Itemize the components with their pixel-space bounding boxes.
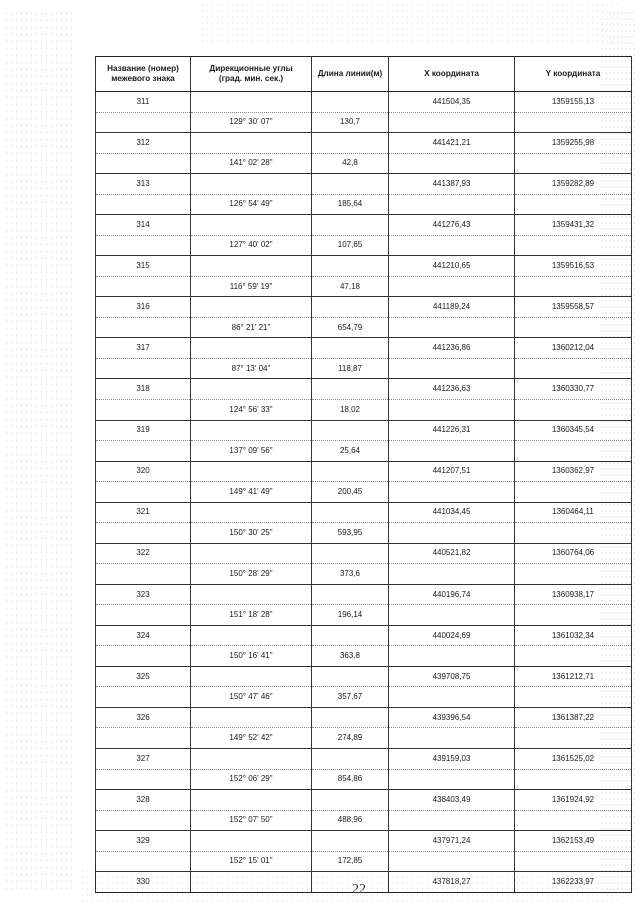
- bearing-angle-cell: 137° 09' 56": [191, 441, 312, 462]
- empty-cell: [191, 625, 312, 646]
- empty-cell: [191, 174, 312, 195]
- boundary-coordinates-table: [95, 56, 632, 893]
- line-length-cell: 363,8: [312, 646, 389, 667]
- empty-cell: [515, 358, 632, 379]
- bearing-angle-cell: 150° 47' 46": [191, 687, 312, 708]
- empty-cell: [312, 584, 389, 605]
- empty-cell: [96, 112, 191, 133]
- empty-cell: [389, 399, 515, 420]
- empty-cell: [389, 441, 515, 462]
- empty-cell: [312, 790, 389, 811]
- empty-cell: [191, 338, 312, 359]
- empty-cell: [191, 133, 312, 154]
- x-coordinate-cell: 440024,69: [389, 625, 515, 646]
- bearing-angle-cell: 152° 06' 29": [191, 769, 312, 790]
- empty-cell: [191, 749, 312, 770]
- page-number: 22: [352, 882, 366, 897]
- empty-cell: [389, 358, 515, 379]
- bearing-angle-cell: 124° 56' 33": [191, 399, 312, 420]
- point-row: [96, 543, 632, 564]
- header-marker-name: [96, 57, 191, 92]
- empty-cell: [312, 92, 389, 113]
- empty-cell: [515, 564, 632, 585]
- y-coordinate-cell: 1359255,98: [515, 133, 632, 154]
- table-body: [96, 92, 632, 893]
- empty-cell: [389, 112, 515, 133]
- empty-cell: [389, 728, 515, 749]
- empty-cell: [312, 133, 389, 154]
- marker-name-cell: 315: [96, 256, 191, 277]
- empty-cell: [312, 297, 389, 318]
- marker-name-cell: 329: [96, 831, 191, 852]
- empty-cell: [96, 441, 191, 462]
- bearing-angle-cell: 150° 30' 25": [191, 523, 312, 544]
- bearing-angle-cell: 129° 30' 07": [191, 112, 312, 133]
- marker-name-cell: 318: [96, 379, 191, 400]
- x-coordinate-cell: 441210,65: [389, 256, 515, 277]
- header-marker-name-line2: межевого знака: [111, 74, 175, 83]
- empty-cell: [191, 256, 312, 277]
- line-length-cell: 357,67: [312, 687, 389, 708]
- marker-name-cell: 326: [96, 707, 191, 728]
- point-row: [96, 749, 632, 770]
- empty-cell: [96, 235, 191, 256]
- empty-cell: [389, 482, 515, 503]
- empty-cell: [96, 646, 191, 667]
- line-length-cell: 130,7: [312, 112, 389, 133]
- empty-cell: [515, 235, 632, 256]
- empty-cell: [389, 687, 515, 708]
- x-coordinate-cell: 439708,75: [389, 666, 515, 687]
- empty-cell: [389, 769, 515, 790]
- empty-cell: [515, 769, 632, 790]
- bearing-angle-cell: 152° 07' 50": [191, 810, 312, 831]
- empty-cell: [191, 461, 312, 482]
- empty-cell: [96, 276, 191, 297]
- empty-cell: [96, 194, 191, 215]
- y-coordinate-cell: 1360938,17: [515, 584, 632, 605]
- bearing-angle-cell: 86° 21' 21": [191, 317, 312, 338]
- empty-cell: [312, 502, 389, 523]
- empty-cell: [515, 399, 632, 420]
- line-length-cell: 185,64: [312, 194, 389, 215]
- segment-row: [96, 317, 632, 338]
- line-length-cell: 854,86: [312, 769, 389, 790]
- line-length-cell: 196,14: [312, 605, 389, 626]
- empty-cell: [515, 441, 632, 462]
- header-bearing-angle-line1: Дирекционные углы: [209, 64, 293, 73]
- marker-name-cell: 328: [96, 790, 191, 811]
- marker-name-cell: 314: [96, 215, 191, 236]
- empty-cell: [515, 646, 632, 667]
- empty-cell: [515, 153, 632, 174]
- segment-row: [96, 810, 632, 831]
- point-row: [96, 297, 632, 318]
- y-coordinate-cell: 1359282,89: [515, 174, 632, 195]
- empty-cell: [312, 625, 389, 646]
- bearing-angle-cell: 152° 15' 01": [191, 851, 312, 872]
- marker-name-cell: 324: [96, 625, 191, 646]
- empty-cell: [389, 564, 515, 585]
- line-length-cell: 593,95: [312, 523, 389, 544]
- y-coordinate-cell: 1362233,97: [515, 872, 632, 893]
- x-coordinate-cell: 441226,31: [389, 420, 515, 441]
- x-coordinate-cell: 440196,74: [389, 584, 515, 605]
- y-coordinate-cell: 1361525,02: [515, 749, 632, 770]
- line-length-cell: 18,02: [312, 399, 389, 420]
- line-length-cell: 47,18: [312, 276, 389, 297]
- empty-cell: [96, 564, 191, 585]
- segment-row: [96, 358, 632, 379]
- bearing-angle-cell: 116° 59' 19": [191, 276, 312, 297]
- empty-cell: [191, 543, 312, 564]
- empty-cell: [96, 482, 191, 503]
- y-coordinate-cell: 1360464,11: [515, 502, 632, 523]
- marker-name-cell: 323: [96, 584, 191, 605]
- bearing-angle-cell: 151° 18' 28": [191, 605, 312, 626]
- bearing-angle-cell: 126° 54' 49": [191, 194, 312, 215]
- bearing-angle-cell: 150° 28' 29": [191, 564, 312, 585]
- scan-noise-left: [4, 10, 74, 890]
- empty-cell: [312, 338, 389, 359]
- x-coordinate-cell: 441276,43: [389, 215, 515, 236]
- empty-cell: [389, 194, 515, 215]
- empty-cell: [312, 461, 389, 482]
- empty-cell: [312, 749, 389, 770]
- empty-cell: [389, 153, 515, 174]
- empty-cell: [389, 235, 515, 256]
- empty-cell: [515, 728, 632, 749]
- x-coordinate-cell: 441189,24: [389, 297, 515, 318]
- empty-cell: [389, 851, 515, 872]
- segment-row: [96, 399, 632, 420]
- empty-cell: [191, 92, 312, 113]
- empty-cell: [191, 379, 312, 400]
- empty-cell: [515, 482, 632, 503]
- y-coordinate-cell: 1360345,54: [515, 420, 632, 441]
- y-coordinate-cell: 1359516,53: [515, 256, 632, 277]
- marker-name-cell: 311: [96, 92, 191, 113]
- segment-row: [96, 687, 632, 708]
- header-x-coordinate: X координата: [389, 57, 515, 92]
- empty-cell: [515, 605, 632, 626]
- segment-row: [96, 112, 632, 133]
- point-row: [96, 133, 632, 154]
- x-coordinate-cell: 438403,49: [389, 790, 515, 811]
- y-coordinate-cell: 1360330,77: [515, 379, 632, 400]
- header-bearing-angle-line2: (град. мин. сек.): [218, 74, 284, 83]
- empty-cell: [191, 790, 312, 811]
- empty-cell: [312, 215, 389, 236]
- segment-row: [96, 523, 632, 544]
- empty-cell: [312, 379, 389, 400]
- x-coordinate-cell: 439159,03: [389, 749, 515, 770]
- bearing-angle-cell: 127° 40' 02": [191, 235, 312, 256]
- line-length-cell: 118,87: [312, 358, 389, 379]
- segment-row: [96, 235, 632, 256]
- empty-cell: [96, 358, 191, 379]
- marker-name-cell: 312: [96, 133, 191, 154]
- y-coordinate-cell: 1361924,92: [515, 790, 632, 811]
- x-coordinate-cell: 441236,63: [389, 379, 515, 400]
- line-length-cell: 274,89: [312, 728, 389, 749]
- x-coordinate-cell: 441236,86: [389, 338, 515, 359]
- x-coordinate-cell: 441387,93: [389, 174, 515, 195]
- empty-cell: [96, 769, 191, 790]
- y-coordinate-cell: 1359431,32: [515, 215, 632, 236]
- point-row: [96, 707, 632, 728]
- empty-cell: [389, 605, 515, 626]
- segment-row: [96, 441, 632, 462]
- table-header-row: [96, 57, 632, 92]
- empty-cell: [515, 851, 632, 872]
- line-length-cell: 172,85: [312, 851, 389, 872]
- y-coordinate-cell: 1360362,97: [515, 461, 632, 482]
- empty-cell: [515, 194, 632, 215]
- marker-name-cell: 317: [96, 338, 191, 359]
- empty-cell: [96, 810, 191, 831]
- marker-name-cell: 319: [96, 420, 191, 441]
- empty-cell: [96, 851, 191, 872]
- empty-cell: [191, 215, 312, 236]
- segment-row: [96, 153, 632, 174]
- point-row: [96, 831, 632, 852]
- x-coordinate-cell: 439396,54: [389, 707, 515, 728]
- header-marker-name-line1: Название (номер): [107, 64, 179, 73]
- y-coordinate-cell: 1361032,34: [515, 625, 632, 646]
- point-row: [96, 215, 632, 236]
- y-coordinate-cell: 1360764,06: [515, 543, 632, 564]
- empty-cell: [312, 174, 389, 195]
- empty-cell: [312, 666, 389, 687]
- empty-cell: [515, 810, 632, 831]
- empty-cell: [389, 646, 515, 667]
- point-row: [96, 461, 632, 482]
- line-length-cell: 488,96: [312, 810, 389, 831]
- marker-name-cell: 321: [96, 502, 191, 523]
- marker-name-cell: 320: [96, 461, 191, 482]
- scan-noise-top: [200, 2, 620, 46]
- x-coordinate-cell: 441034,45: [389, 502, 515, 523]
- empty-cell: [96, 399, 191, 420]
- point-row: [96, 625, 632, 646]
- empty-cell: [96, 687, 191, 708]
- empty-cell: [389, 276, 515, 297]
- empty-cell: [389, 317, 515, 338]
- empty-cell: [515, 112, 632, 133]
- segment-row: [96, 769, 632, 790]
- line-length-cell: 200,45: [312, 482, 389, 503]
- empty-cell: [96, 317, 191, 338]
- bearing-angle-cell: 149° 41' 49": [191, 482, 312, 503]
- empty-cell: [96, 523, 191, 544]
- segment-row: [96, 564, 632, 585]
- point-row: [96, 379, 632, 400]
- marker-name-cell: 330: [96, 872, 191, 893]
- segment-row: [96, 728, 632, 749]
- marker-name-cell: 327: [96, 749, 191, 770]
- x-coordinate-cell: 437971,24: [389, 831, 515, 852]
- y-coordinate-cell: 1359558,57: [515, 297, 632, 318]
- empty-cell: [312, 420, 389, 441]
- x-coordinate-cell: 441207,51: [389, 461, 515, 482]
- empty-cell: [191, 584, 312, 605]
- header-line-length: Длина линии(м): [312, 57, 389, 92]
- empty-cell: [312, 543, 389, 564]
- x-coordinate-cell: 437818,27: [389, 872, 515, 893]
- bearing-angle-cell: 141° 02' 28": [191, 153, 312, 174]
- point-row: [96, 790, 632, 811]
- empty-cell: [191, 297, 312, 318]
- empty-cell: [191, 420, 312, 441]
- marker-name-cell: 322: [96, 543, 191, 564]
- empty-cell: [191, 666, 312, 687]
- empty-cell: [312, 831, 389, 852]
- header-y-coordinate: Y координата: [515, 57, 632, 92]
- x-coordinate-cell: 441421,21: [389, 133, 515, 154]
- empty-cell: [96, 728, 191, 749]
- point-row: [96, 338, 632, 359]
- empty-cell: [515, 276, 632, 297]
- point-row: [96, 584, 632, 605]
- bearing-angle-cell: 149° 52' 42": [191, 728, 312, 749]
- point-row: [96, 256, 632, 277]
- point-row: [96, 666, 632, 687]
- y-coordinate-cell: 1361387,22: [515, 707, 632, 728]
- point-row: [96, 420, 632, 441]
- bearing-angle-cell: 87° 13' 04": [191, 358, 312, 379]
- line-length-cell: 373,6: [312, 564, 389, 585]
- empty-cell: [96, 153, 191, 174]
- segment-row: [96, 605, 632, 626]
- x-coordinate-cell: 441504,35: [389, 92, 515, 113]
- empty-cell: [191, 831, 312, 852]
- empty-cell: [96, 605, 191, 626]
- empty-cell: [389, 810, 515, 831]
- y-coordinate-cell: 1360212,04: [515, 338, 632, 359]
- bearing-angle-cell: 150° 16' 41": [191, 646, 312, 667]
- header-bearing-angle: [191, 57, 312, 92]
- marker-name-cell: 325: [96, 666, 191, 687]
- y-coordinate-cell: 1359155,13: [515, 92, 632, 113]
- point-row: [96, 174, 632, 195]
- empty-cell: [515, 523, 632, 544]
- marker-name-cell: 316: [96, 297, 191, 318]
- empty-cell: [312, 707, 389, 728]
- y-coordinate-cell: 1361212,71: [515, 666, 632, 687]
- segment-row: [96, 646, 632, 667]
- empty-cell: [515, 317, 632, 338]
- segment-row: [96, 482, 632, 503]
- empty-cell: [191, 872, 312, 893]
- line-length-cell: 42,8: [312, 153, 389, 174]
- segment-row: [96, 851, 632, 872]
- line-length-cell: 25,64: [312, 441, 389, 462]
- line-length-cell: 654,79: [312, 317, 389, 338]
- x-coordinate-cell: 440521,82: [389, 543, 515, 564]
- line-length-cell: 107,65: [312, 235, 389, 256]
- y-coordinate-cell: 1362153,49: [515, 831, 632, 852]
- segment-row: [96, 194, 632, 215]
- point-row: [96, 92, 632, 113]
- empty-cell: [191, 707, 312, 728]
- point-row: [96, 502, 632, 523]
- empty-cell: [389, 523, 515, 544]
- empty-cell: [312, 872, 389, 893]
- empty-cell: [191, 502, 312, 523]
- empty-cell: [515, 687, 632, 708]
- empty-cell: [312, 256, 389, 277]
- segment-row: [96, 276, 632, 297]
- marker-name-cell: 313: [96, 174, 191, 195]
